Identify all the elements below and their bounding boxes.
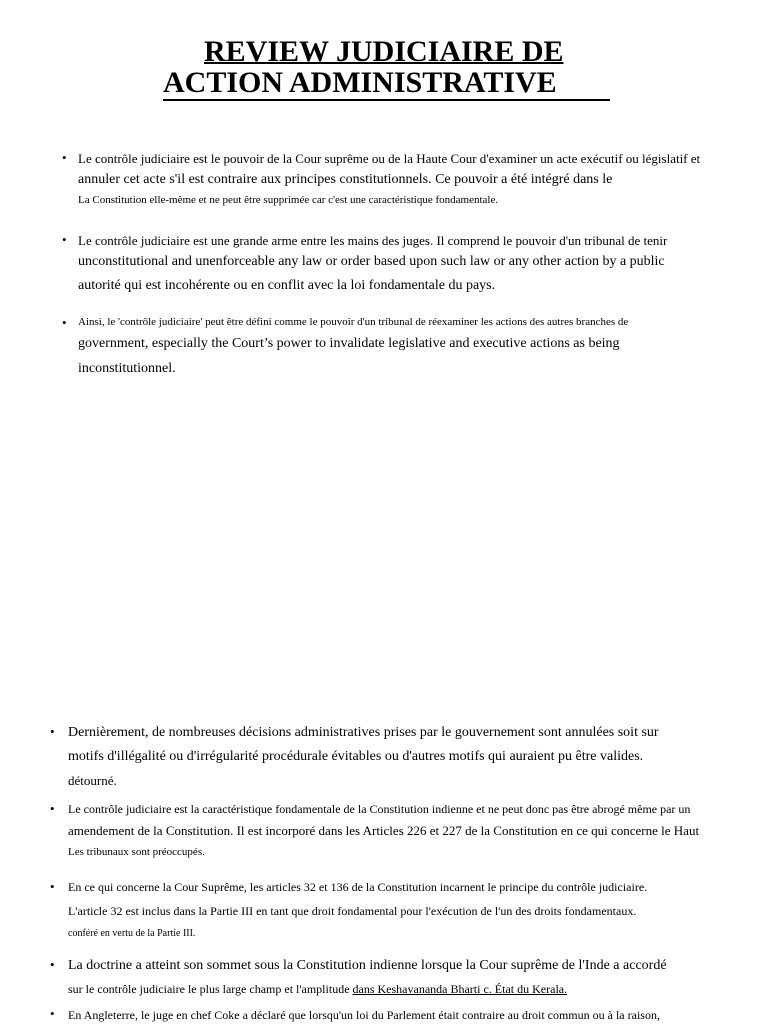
text-line: détourné. bbox=[68, 773, 117, 788]
text-line: En ce qui concerne la Cour Suprême, les articles 32 et 136 de la Constitution incarnent le principe du contrôle judiciaire. bbox=[68, 880, 648, 894]
text-line: autorité qui est incohérente ou en conflit avec la loi fondamentale du pays. bbox=[78, 278, 496, 293]
bullet-icon: • bbox=[50, 1006, 55, 1021]
text-line: unconstitutional and unenforceable any law or order based upon such law or any other action by a public bbox=[78, 254, 665, 269]
bullet-icon: • bbox=[50, 724, 55, 739]
text-line: La doctrine a atteint son sommet sous la Constitution indienne lorsque la Cour suprême de l'Inde a accordé bbox=[68, 958, 667, 973]
text-line: Le contrôle judiciaire est le pouvoir de la Cour suprême ou de la Haute Cour d'examiner un acte exécutif ou législatif et bbox=[78, 151, 701, 166]
title-line-2: ACTION ADMINISTRATIVE bbox=[163, 68, 610, 101]
bullet-icon: • bbox=[62, 150, 67, 165]
text-line: Dernièrement, de nombreuses décisions administratives prises par le gouvernement sont annulées soit sur bbox=[68, 725, 659, 740]
bullet-icon: • bbox=[50, 801, 55, 816]
text-line: L'article 32 est inclus dans la Partie III en tant que droit fondamental pour l'exécution de l'un des droits fondamentaux. bbox=[68, 904, 637, 918]
text-line: Ainsi, le 'contrôle judiciaire' peut être défini comme le pouvoir d'un tribunal de réexaminer les actions des autres branches de bbox=[78, 316, 629, 328]
text-line: La Constitution elle-même et ne peut être supprimée car c'est une caractéristique fondamentale. bbox=[78, 194, 499, 206]
text-line: amendement de la Constitution. Il est incorporé dans les Articles 226 et 227 de la Constitution en ce qui concerne le Haut bbox=[68, 823, 700, 838]
text-segment: sur le contrôle judiciaire le plus large champ et l'amplitude bbox=[68, 982, 353, 996]
text-line: Le contrôle judiciaire est la caractéristique fondamentale de la Constitution indienne et ne peut donc pas être abrogé même par un bbox=[68, 802, 691, 816]
text-line: motifs d'illégalité ou d'irrégularité procédurale évitables ou d'autres motifs qui auraient pu être valides. bbox=[68, 749, 644, 764]
text-line: En Angleterre, le juge en chef Coke a déclaré que lorsqu'un loi du Parlement était contraire au droit commun ou à la raison, bbox=[68, 1008, 660, 1022]
bullet-icon: • bbox=[62, 232, 67, 247]
text-line: Le contrôle judiciaire est une grande arme entre les mains des juges. Il comprend le pouvoir d'un tribunal de tenir bbox=[78, 233, 668, 248]
text-line: inconstitutionnel. bbox=[78, 361, 176, 376]
bullet-icon: • bbox=[50, 957, 55, 972]
text-line: government, especially the Court’s power to invalidate legislative and executive actions as being bbox=[78, 336, 620, 351]
text-line bbox=[68, 976, 708, 1002]
bullet-icon: • bbox=[50, 879, 55, 894]
title-line-1: REVIEW JUDICIAIRE DE bbox=[204, 35, 564, 68]
document-title bbox=[0, 36, 768, 101]
text-line: annuler cet acte s'il est contraire aux principes constitutionnels. Ce pouvoir a été intégré dans le bbox=[78, 172, 613, 187]
text-line: conféré en vertu de la Partie III. bbox=[68, 928, 196, 939]
text-line: Les tribunaux sont préoccupés. bbox=[68, 846, 205, 858]
bullet-icon: • bbox=[62, 315, 67, 330]
case-citation: dans Keshavananda Bharti c. État du Kerala. bbox=[352, 982, 568, 996]
